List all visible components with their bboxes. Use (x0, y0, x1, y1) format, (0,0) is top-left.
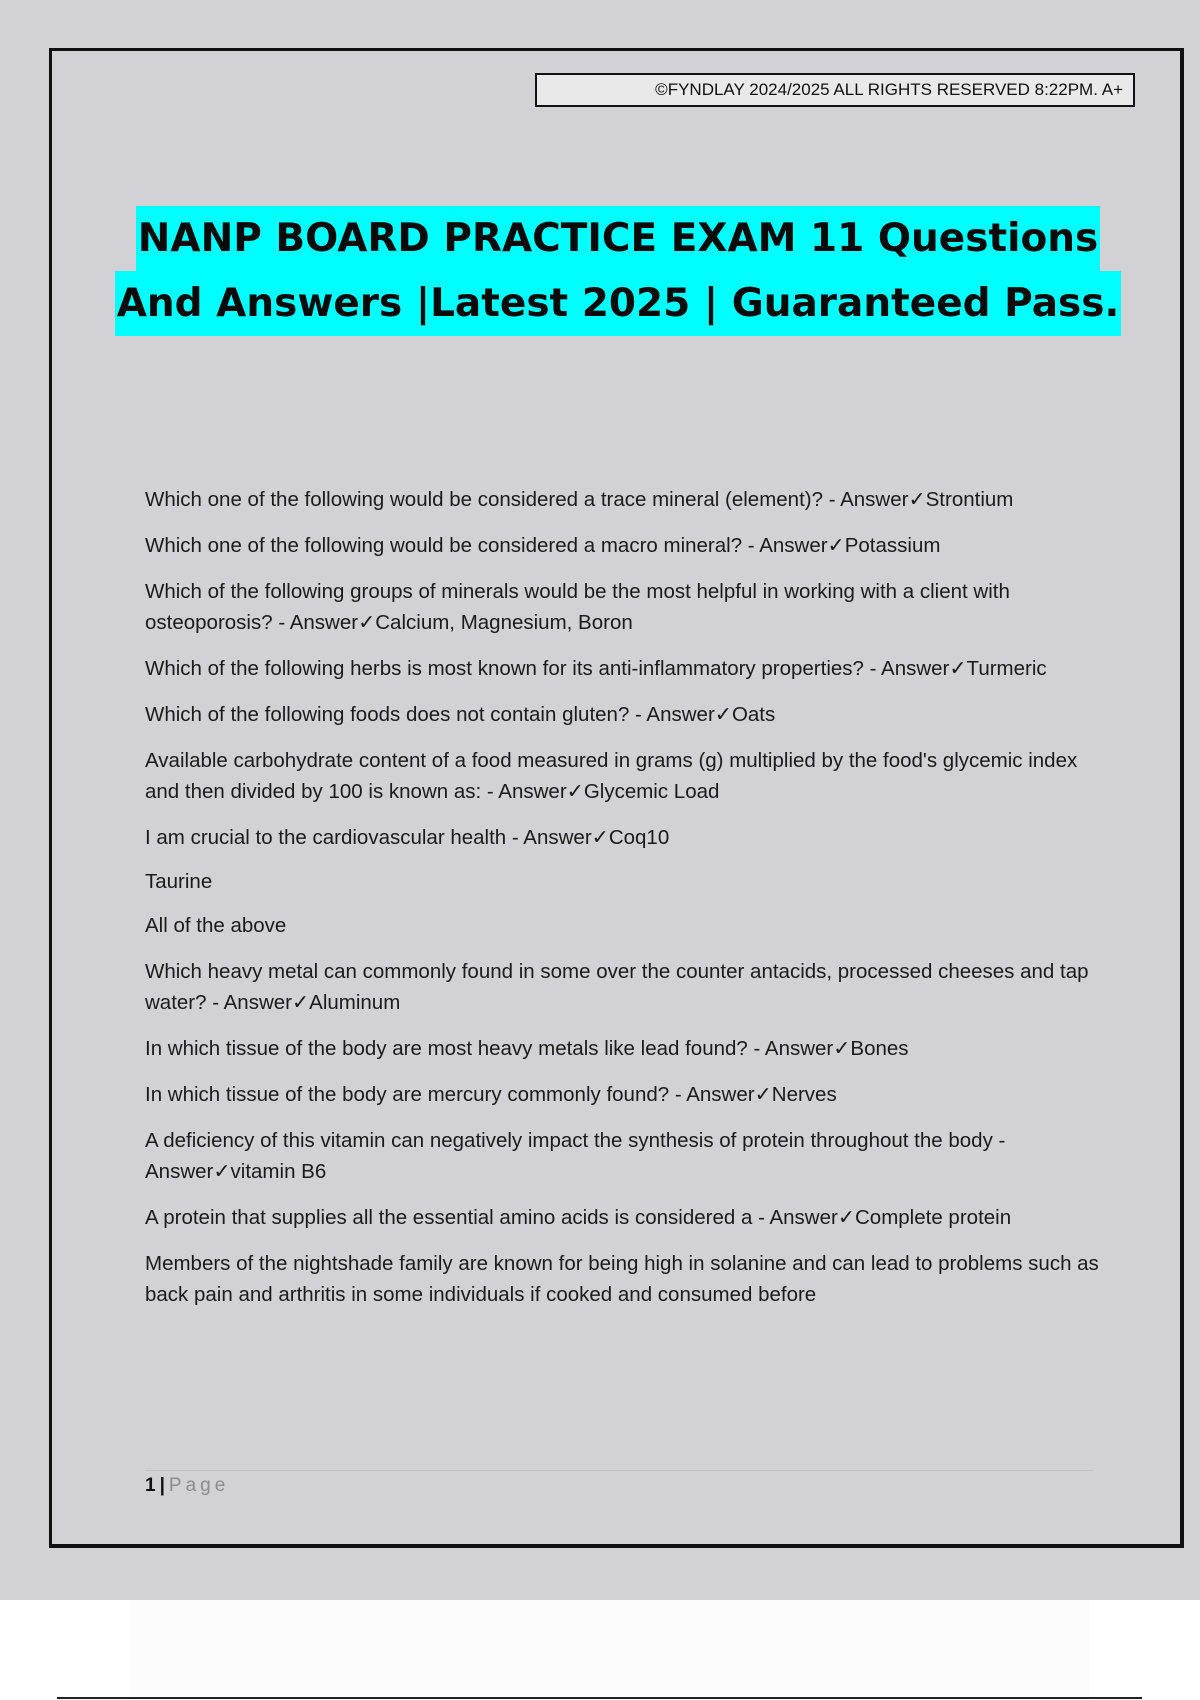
qa-item: Which of the following foods does not contain gluten? - Answer✓Oats (145, 703, 776, 726)
qa-item: Which of the following groups of minerals would be the most helpful in working with a client with osteoporosis? - Answer✓Calcium, Magnesium, Boron (145, 580, 1010, 634)
qa-item: Which of the following herbs is most known for its anti-inflammatory properties? - Answer✓Turmeric (145, 657, 1047, 680)
qa-item: Taurine (145, 870, 213, 893)
bottom-divider (57, 1697, 1142, 1699)
qa-item: In which tissue of the body are mercury commonly found? - Answer✓Nerves (145, 1083, 837, 1106)
qa-item: All of the above (145, 914, 287, 937)
footer-separator: | (159, 1475, 165, 1496)
qa-item: A protein that supplies all the essential amino acids is considered a - Answer✓Complete protein (145, 1206, 1012, 1229)
page-label: Page (168, 1475, 230, 1496)
qa-item: In which tissue of the body are most heavy metals like lead found? - Answer✓Bones (145, 1037, 909, 1060)
copyright-header: ©FYNDLAY 2024/2025 ALL RIGHTS RESERVED 8:22PM. A+ (535, 73, 1135, 107)
qa-item: Which one of the following would be considered a macro mineral? - Answer✓Potassium (145, 534, 941, 557)
title-line-1: NANP BOARD PRACTICE EXAM 11 Questions (136, 206, 1101, 271)
qa-item: Which one of the following would be considered a trace mineral (element)? - Answer✓Strontium (145, 488, 1014, 511)
qa-item: Members of the nightshade family are known for being high in solanine and can lead to problems such as back pain and arthritis in some individuals if cooked and consumed before (145, 1252, 1099, 1306)
qa-item: Which heavy metal can commonly found in some over the counter antacids, processed cheeses and tap water? - Answer✓Aluminum (145, 960, 1089, 1014)
qa-item: Available carbohydrate content of a food measured in grams (g) multiplied by the food's glycemic index and then divided by 100 is known as: - Answer✓Glycemic Load (145, 749, 1078, 803)
footer-divider (145, 1470, 1093, 1471)
document-title (0, 206, 1200, 336)
question-answer-list (145, 484, 1100, 1325)
page-number: 1 (145, 1475, 156, 1496)
qa-item: A deficiency of this vitamin can negatively impact the synthesis of protein throughout the body - Answer✓vitamin B6 (145, 1129, 1006, 1183)
next-page-preview (130, 1600, 1090, 1700)
page-footer (145, 1474, 229, 1498)
title-line-2: And Answers |Latest 2025 | Guaranteed Pass. (115, 271, 1122, 336)
qa-item: I am crucial to the cardiovascular health - Answer✓Coq10 (145, 826, 670, 849)
